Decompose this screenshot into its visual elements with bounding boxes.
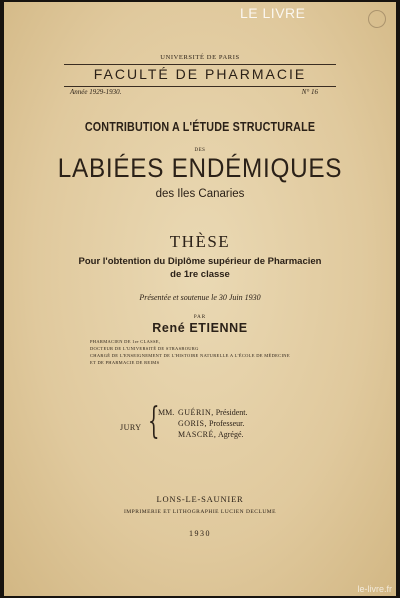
jury-member-name: GORIS, xyxy=(178,419,208,428)
jury-label: JURY xyxy=(120,423,142,432)
title-line-1: CONTRIBUTION A L'ÉTUDE STRUCTURALE xyxy=(84,120,316,134)
document-page xyxy=(4,2,396,596)
imprint-year: 1930 xyxy=(189,529,211,538)
jury-member-role: Président. xyxy=(215,408,248,417)
header-rule-bottom xyxy=(64,86,336,87)
jury-member-name: MASCRÉ, xyxy=(178,430,217,439)
thesis-purpose-line-2: de 1re classe xyxy=(170,269,230,280)
author-credential: ET DE PHARMACIE DE REIMS xyxy=(90,360,160,365)
author-credential: DOCTEUR DE L'UNIVERSITÉ DE STRASBOURG xyxy=(90,346,199,351)
jury-prefix: MM. xyxy=(158,408,175,417)
header-rule-top xyxy=(64,64,336,65)
main-title: LABIÉES ENDÉMIQUES xyxy=(57,153,343,183)
imprint-printer: IMPRIMERIE ET LITHOGRAPHIE LUCIEN DECLUME xyxy=(123,509,277,515)
subtitle: des Iles Canaries xyxy=(155,188,245,200)
author-name: René ETIENNE xyxy=(152,321,248,335)
jury-brace: { xyxy=(148,401,160,442)
watermark-top: LE LIVRE xyxy=(240,5,306,21)
academic-year: Année 1929-1930. xyxy=(70,88,122,96)
presentation-date: Présentée et soutenue le 30 Juin 1930 xyxy=(139,293,261,302)
watermark-bottom: le-livre.fr xyxy=(357,584,392,594)
author-by: PAR xyxy=(193,315,207,320)
author-credential: CHARGÉ DE L'ENSEIGNEMENT DE L'HISTOIRE NATURELLE A L'ÉCOLE DE MÉDECINE xyxy=(90,353,290,358)
university-name: UNIVERSITÉ DE PARIS xyxy=(160,54,240,61)
title-connector: DES xyxy=(194,148,206,153)
jury-member-role: Professeur. xyxy=(209,419,245,428)
jury-member xyxy=(178,430,244,439)
library-stamp xyxy=(368,10,386,28)
jury-member xyxy=(178,419,244,428)
faculty-name: FACULTÉ DE PHARMACIE xyxy=(93,66,307,82)
jury-member xyxy=(178,408,248,417)
thesis-number: N° 16 xyxy=(301,88,318,96)
imprint-city: LONS-LE-SAUNIER xyxy=(156,494,244,504)
jury-member-name: GUÉRIN, xyxy=(178,408,214,417)
jury-member-role: Agrégé. xyxy=(217,430,244,439)
author-credential: PHARMACIEN DE 1re CLASSE, xyxy=(90,339,161,344)
thesis-heading: THÈSE xyxy=(169,232,231,251)
thesis-purpose-line-1: Pour l'obtention du Diplôme supérieur de Pharmacien xyxy=(78,256,322,267)
